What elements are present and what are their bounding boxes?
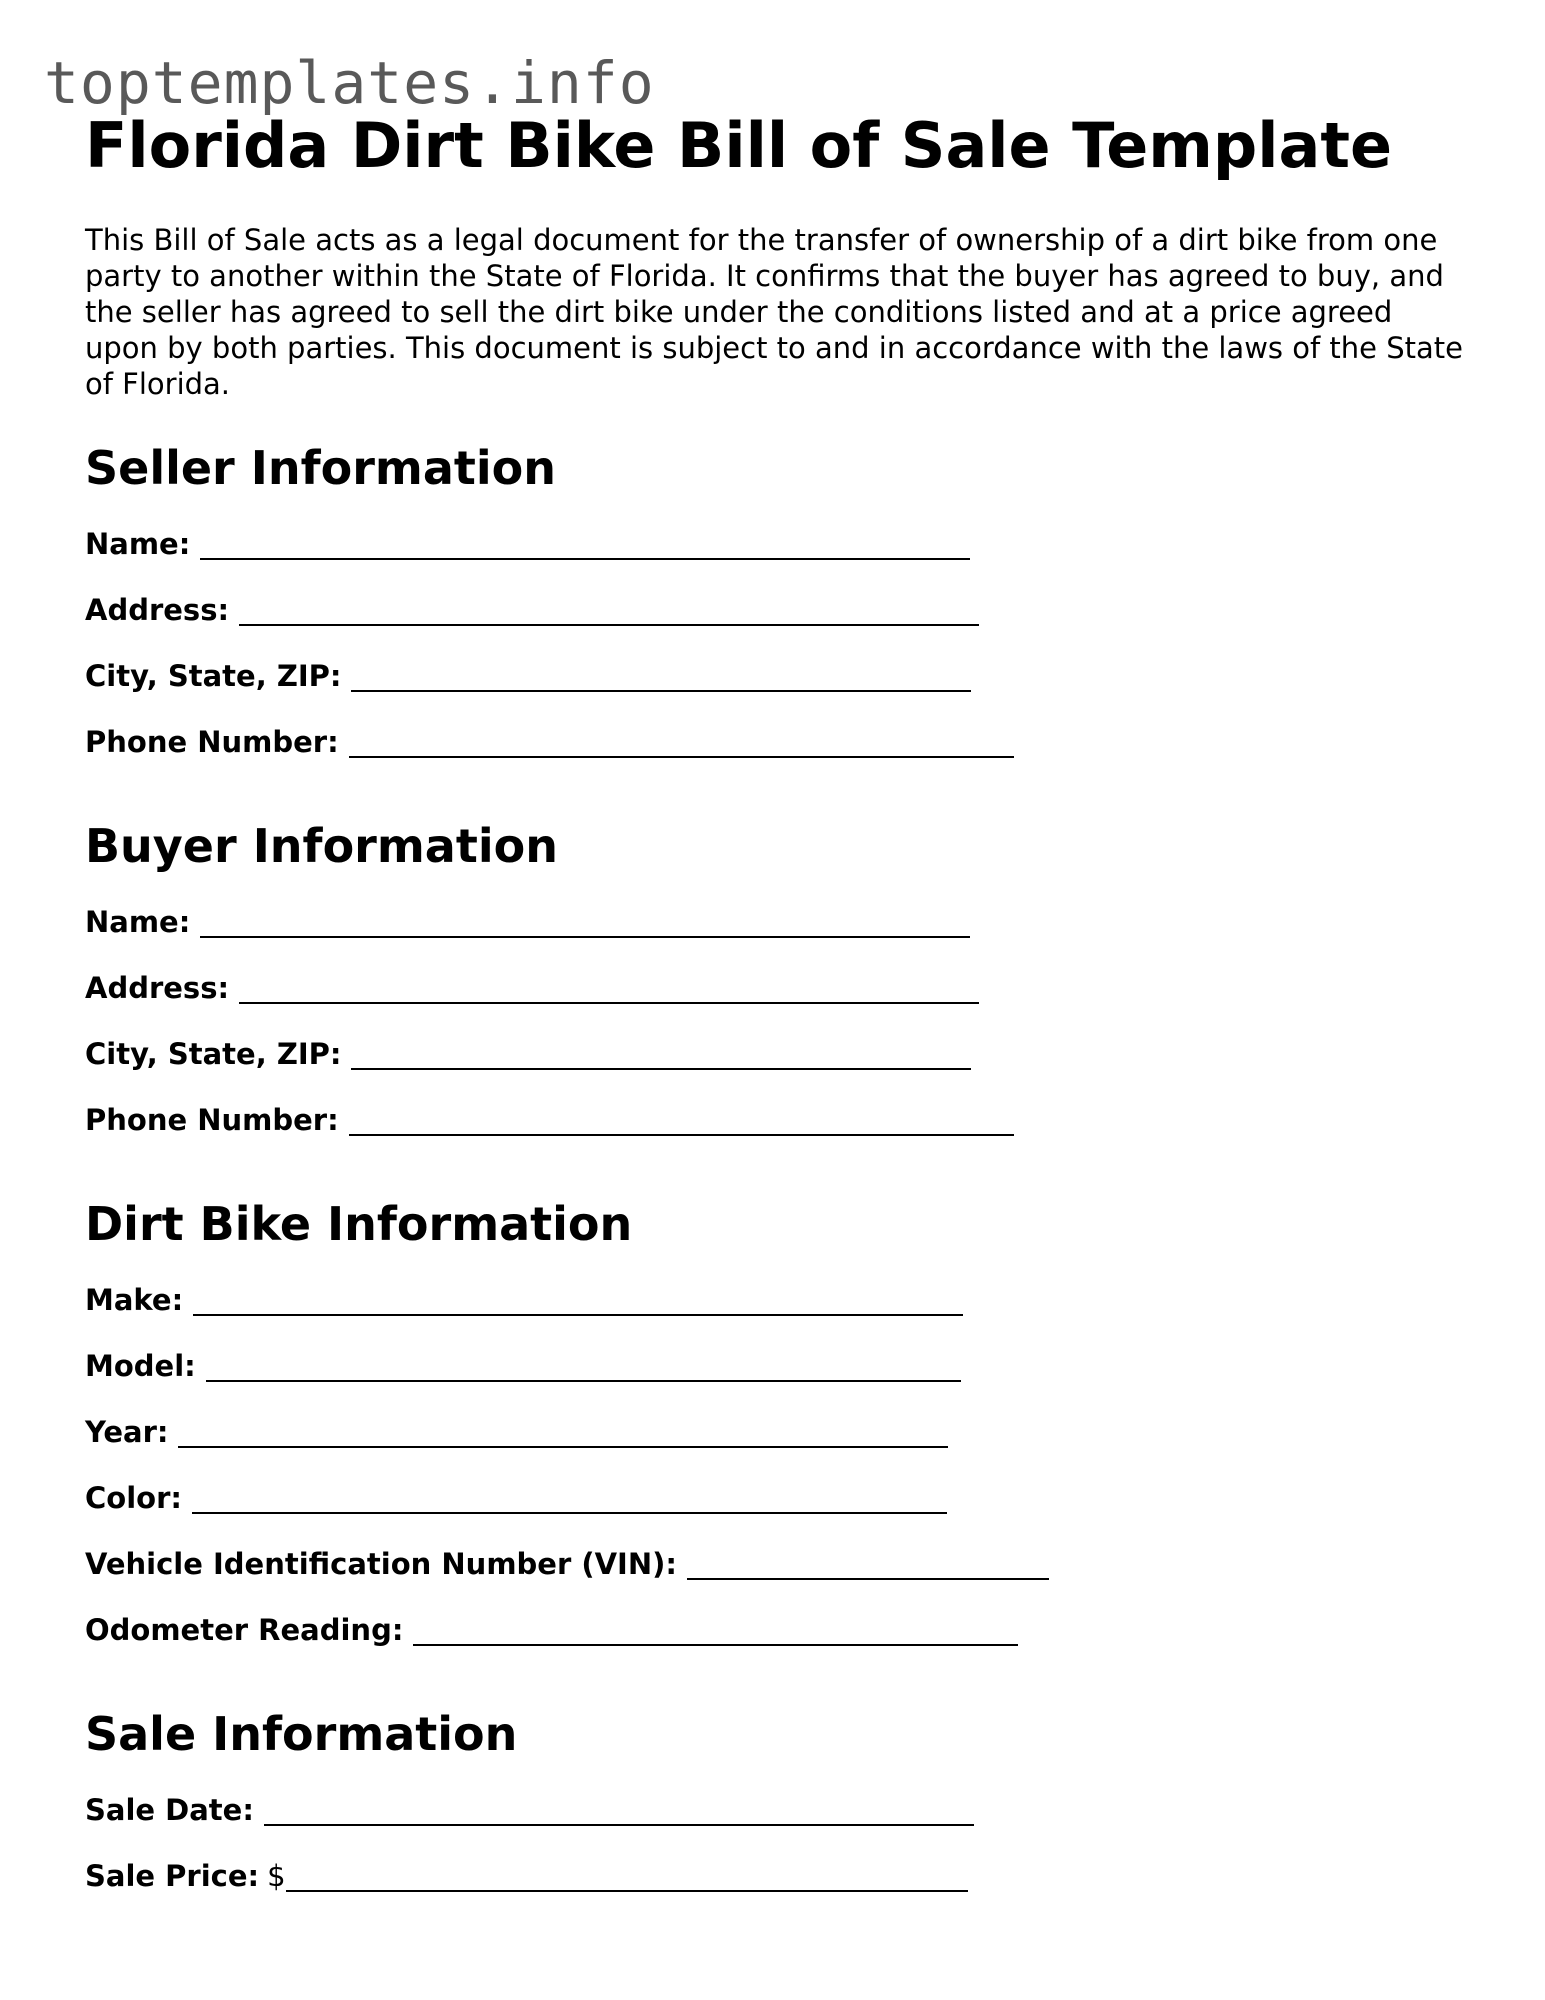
sale-date-line[interactable] bbox=[264, 1790, 974, 1826]
bike-color-field bbox=[85, 1478, 1465, 1544]
sale-fields bbox=[85, 1790, 1465, 1922]
bike-vin-line[interactable] bbox=[687, 1544, 1049, 1580]
seller-city-label: City, State, ZIP: bbox=[85, 659, 342, 693]
buyer-address-label: Address: bbox=[85, 971, 230, 1005]
seller-phone-field bbox=[85, 722, 1465, 788]
bike-section-heading: Dirt Bike Information bbox=[85, 1197, 633, 1251]
buyer-city-line[interactable] bbox=[351, 1034, 971, 1070]
bike-model-field bbox=[85, 1346, 1465, 1412]
currency-symbol: $ bbox=[267, 1859, 286, 1893]
buyer-city-field bbox=[85, 1034, 1465, 1100]
bike-color-label: Color: bbox=[85, 1481, 182, 1515]
sale-date-field bbox=[85, 1790, 1465, 1856]
buyer-name-field bbox=[85, 902, 1465, 968]
seller-name-field bbox=[85, 524, 1465, 590]
bike-color-line[interactable] bbox=[192, 1478, 947, 1514]
buyer-city-label: City, State, ZIP: bbox=[85, 1037, 342, 1071]
bike-model-line[interactable] bbox=[206, 1346, 961, 1382]
seller-city-field bbox=[85, 656, 1465, 722]
buyer-fields bbox=[85, 902, 1465, 1166]
sale-price-label: Sale Price: bbox=[85, 1859, 260, 1893]
bike-year-label: Year: bbox=[85, 1415, 169, 1449]
seller-section-heading: Seller Information bbox=[85, 441, 557, 495]
seller-phone-label: Phone Number: bbox=[85, 725, 339, 759]
buyer-address-line[interactable] bbox=[239, 968, 979, 1004]
buyer-phone-label: Phone Number: bbox=[85, 1103, 339, 1137]
buyer-phone-field bbox=[85, 1100, 1465, 1166]
bike-vin-field bbox=[85, 1544, 1465, 1610]
bike-make-field bbox=[85, 1280, 1465, 1346]
buyer-address-field bbox=[85, 968, 1465, 1034]
bill-of-sale-document bbox=[85, 106, 1465, 1922]
sale-price-field bbox=[85, 1856, 1465, 1922]
bike-year-line[interactable] bbox=[178, 1412, 948, 1448]
sale-section-heading: Sale Information bbox=[85, 1707, 518, 1761]
seller-name-line[interactable] bbox=[200, 524, 970, 560]
sale-price-line[interactable] bbox=[286, 1856, 968, 1892]
buyer-name-label: Name: bbox=[85, 905, 191, 939]
bike-odometer-field bbox=[85, 1610, 1465, 1676]
seller-fields bbox=[85, 524, 1465, 788]
bike-odometer-label: Odometer Reading: bbox=[85, 1613, 404, 1647]
seller-phone-line[interactable] bbox=[349, 722, 1014, 758]
buyer-name-line[interactable] bbox=[200, 902, 970, 938]
bike-vin-label: Vehicle Identification Number (VIN): bbox=[85, 1547, 677, 1581]
seller-address-field bbox=[85, 590, 1465, 656]
seller-name-label: Name: bbox=[85, 527, 191, 561]
seller-address-line[interactable] bbox=[239, 590, 979, 626]
buyer-section-heading: Buyer Information bbox=[85, 819, 558, 873]
watermark: toptemplates.info bbox=[44, 49, 655, 117]
document-title: Florida Dirt Bike Bill of Sale Template bbox=[85, 109, 1393, 182]
bike-odometer-line[interactable] bbox=[413, 1610, 1018, 1646]
bike-make-label: Make: bbox=[85, 1283, 184, 1317]
bike-model-label: Model: bbox=[85, 1349, 196, 1383]
intro-paragraph: This Bill of Sale acts as a legal document for the transfer of ownership of a dirt bike from one party to another within the State of Florida. It confirms that the buyer has agreed to buy, and the seller has agreed to sell the dirt bike under the conditions listed and at a price agreed upon by both parties. This document is subject to and in accordance with the laws of the State of Florida. bbox=[85, 223, 1463, 401]
buyer-phone-line[interactable] bbox=[349, 1100, 1014, 1136]
seller-city-line[interactable] bbox=[351, 656, 971, 692]
bike-year-field bbox=[85, 1412, 1465, 1478]
bike-make-line[interactable] bbox=[193, 1280, 963, 1316]
sale-date-label: Sale Date: bbox=[85, 1793, 254, 1827]
bike-fields bbox=[85, 1280, 1465, 1676]
seller-address-label: Address: bbox=[85, 593, 230, 627]
